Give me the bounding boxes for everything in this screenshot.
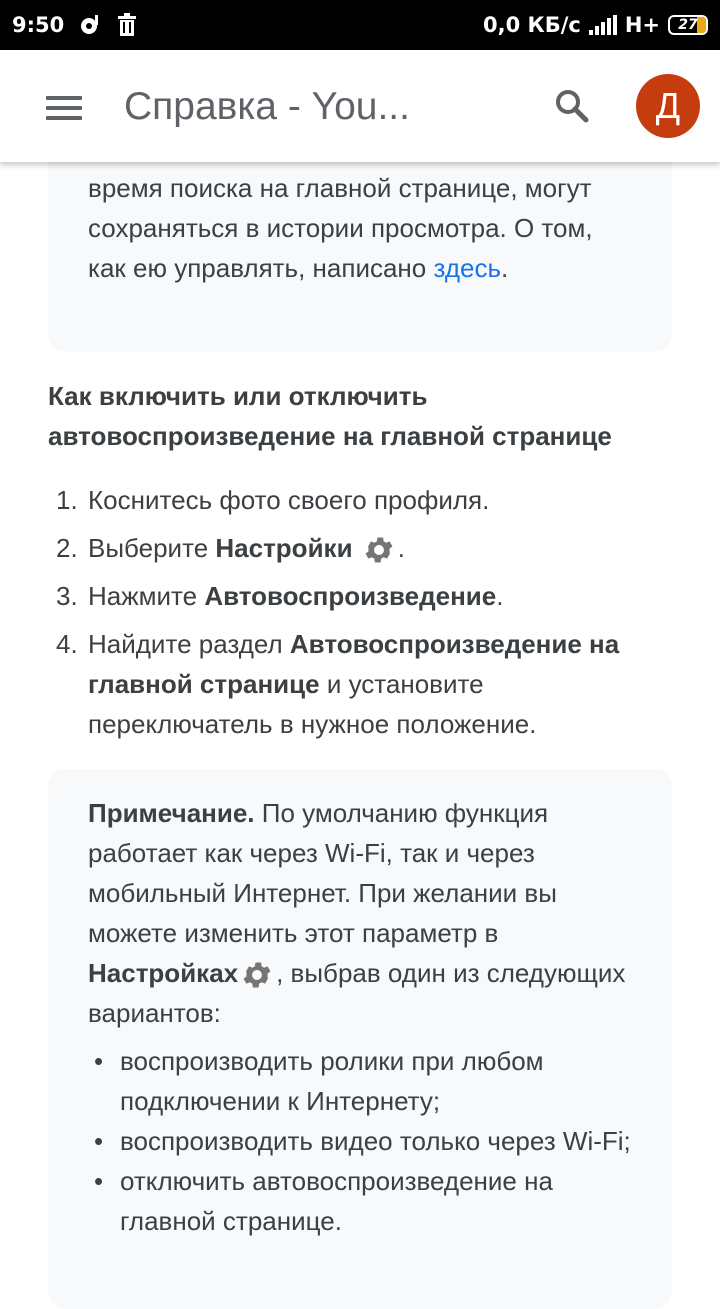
note-text-end: , выбрав один из следующих вариантов: [88,958,626,1028]
status-bar [0,0,720,50]
history-note-period: . [501,253,509,283]
gear-icon [240,958,274,992]
list-item: • воспроизводить ролики при любом подключении к Интернету; [94,1046,544,1116]
option-text: воспроизводить ролики при любом подключении к Интернету; [120,1046,544,1116]
section-heading [48,376,668,456]
step-punct: . [397,533,406,563]
list-item: • отключить автовоспроизведение на главной странице. [94,1166,553,1236]
step-text-end: и установите переключатель в нужное положение. [88,669,537,739]
note-text: По умолчанию функция работает как через Wi-Fi, так и через мобильный Интернет. При желании вы можете изменить этот параметр в [88,798,557,948]
battery-level: 27 [678,17,698,33]
option-text: отключить автовоспроизведение на главной странице. [120,1166,553,1236]
step-number: 1. [56,485,78,515]
steps-list [48,480,668,752]
history-note-line3 [88,248,632,288]
step-1 [48,480,668,520]
here-link[interactable]: здесь [433,253,502,283]
settings-label: Настройки [215,533,353,563]
signal-icon [589,15,617,35]
battery-icon [668,15,708,35]
search-icon[interactable] [552,86,592,126]
step-2 [48,528,668,568]
autoplay-note-box [48,769,672,1309]
network-type: H+ [624,13,660,37]
step-4 [48,624,668,744]
options-list [88,1041,632,1241]
step-text: Выберите [88,533,216,563]
music-note-icon [78,13,102,37]
step-text: Коснитесь фото своего профиля. [88,485,490,515]
autoplay-label: Автовоспроизведение [204,581,497,611]
page-title: Справка - You... [124,85,410,128]
section-heading-line2: автовоспроизведение на главной странице [48,421,612,451]
app-bar [0,50,720,162]
step-number: 2. [56,533,78,563]
note-paragraph [88,793,632,1033]
step-text: Найдите раздел [88,629,290,659]
network-speed: 0,0 КБ/с [483,13,581,37]
history-note-line1: время поиска на главной странице, могут [88,173,592,203]
history-note-line2: сохраняться в истории просмотра. О том, [88,213,593,243]
settings-link-label: Настройках [88,958,239,988]
step-3 [48,576,668,616]
trash-icon [116,13,138,37]
section-heading-line1: Как включить или отключить [48,381,428,411]
avatar[interactable]: Д [636,74,700,138]
status-time: 9:50 [12,13,65,37]
step-number: 3. [56,581,78,611]
gear-icon [362,533,396,567]
step-number: 4. [56,629,78,659]
option-text: воспроизводить видео только через Wi-Fi; [120,1126,631,1156]
list-item: • воспроизводить видео только через Wi-Fi; [94,1126,631,1156]
history-note-text: как ею управлять, написано [88,253,434,283]
autoplay-home-label: Автовоспроизведение на главной странице [88,629,620,699]
step-text: Нажмите [88,581,205,611]
step-punct: . [496,581,504,611]
menu-icon[interactable] [46,96,82,120]
note-label: Примечание. [88,798,255,828]
